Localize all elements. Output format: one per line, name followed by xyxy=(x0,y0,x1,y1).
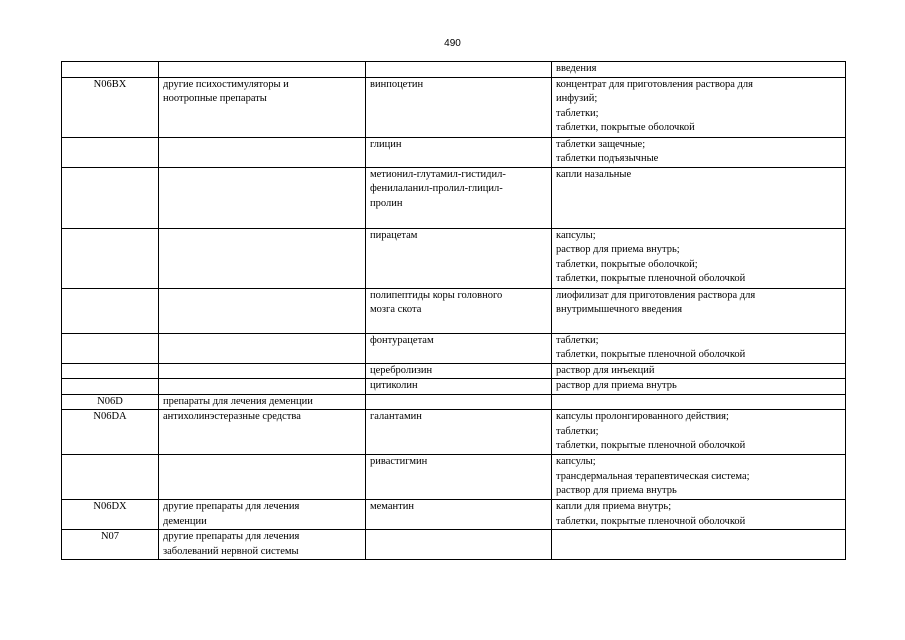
group-cell xyxy=(159,167,366,228)
drug-cell xyxy=(366,333,552,363)
cell-text: таблетки подъязычные xyxy=(556,153,659,164)
cell-text: другие препараты для лечения xyxy=(163,531,300,542)
drug-cell xyxy=(366,500,552,530)
drug-cell xyxy=(366,455,552,500)
table-row xyxy=(62,394,846,410)
dosage-form-cell xyxy=(552,363,846,379)
cell-text: N06BX xyxy=(93,78,127,90)
dosage-form-cell xyxy=(552,530,846,560)
cell-text: капсулы; xyxy=(556,229,596,241)
cell-text: галантамин xyxy=(370,411,422,422)
cell-text: таблетки; xyxy=(556,425,599,437)
dosage-form-cell xyxy=(552,137,846,167)
cell-text: таблетки; xyxy=(556,107,599,119)
dosage-form-cell xyxy=(552,77,846,137)
cell-text: таблетки защечные; xyxy=(556,138,646,150)
cell-text: другие препараты для лечения xyxy=(163,501,300,512)
cell-text: таблетки; xyxy=(556,334,599,346)
group-cell xyxy=(159,137,366,167)
table-row xyxy=(62,77,846,137)
cell-text: мемантин xyxy=(370,501,414,512)
group-cell xyxy=(159,288,366,333)
group-cell xyxy=(159,410,366,455)
cell-text: внутримышечного введения xyxy=(556,304,683,315)
atc-code-cell xyxy=(62,167,159,228)
cell-text: N06DA xyxy=(93,411,127,422)
cell-text: деменции xyxy=(163,515,207,527)
dosage-form-cell xyxy=(552,379,846,395)
cell-text: пирацетам xyxy=(370,229,418,241)
dosage-form-cell xyxy=(552,410,846,455)
atc-code-cell xyxy=(62,500,159,530)
cell-text: N06DX xyxy=(93,501,127,512)
atc-code-cell xyxy=(62,77,159,137)
cell-text: капсулы; xyxy=(556,456,596,467)
atc-code-cell xyxy=(62,363,159,379)
cell-text: метионил-глутамил-гистидил- xyxy=(370,168,506,180)
table-row xyxy=(62,410,846,455)
dosage-form-cell xyxy=(552,500,846,530)
cell-text: мозга скота xyxy=(370,304,422,315)
cell-text: таблетки, покрытые оболочкой; xyxy=(556,258,698,270)
cell-text: капли назальные xyxy=(556,168,632,180)
cell-text: таблетки, покрытые пленочной оболочкой xyxy=(556,349,746,360)
dosage-form-cell xyxy=(552,167,846,228)
group-cell xyxy=(159,228,366,288)
drug-cell xyxy=(366,167,552,228)
table-row xyxy=(62,363,846,379)
atc-code-cell xyxy=(62,410,159,455)
dosage-form-cell xyxy=(552,394,846,410)
drug-table xyxy=(61,61,846,560)
drug-cell xyxy=(366,363,552,379)
group-cell xyxy=(159,379,366,395)
drug-cell xyxy=(366,410,552,455)
cell-text: церебролизин xyxy=(370,364,433,376)
table-row xyxy=(62,530,846,560)
cell-text: N07 xyxy=(100,531,120,542)
table-row xyxy=(62,228,846,288)
dosage-form-cell xyxy=(552,455,846,500)
dosage-form-cell xyxy=(552,333,846,363)
atc-code-cell xyxy=(62,455,159,500)
cell-text: таблетки, покрытые пленочной оболочкой xyxy=(556,440,746,451)
drug-cell xyxy=(366,288,552,333)
cell-text: трансдермальная терапевтическая система; xyxy=(556,470,750,482)
table-row xyxy=(62,137,846,167)
table-row xyxy=(62,455,846,500)
cell-text: раствор для приема внутрь xyxy=(556,380,677,391)
cell-text: введения xyxy=(556,63,597,74)
cell-text: ноотропные препараты xyxy=(163,93,267,104)
table-row xyxy=(62,167,846,228)
table-body xyxy=(62,62,846,560)
cell-text: раствор для приема внутрь; xyxy=(556,244,680,255)
cell-text: цитиколин xyxy=(370,380,418,391)
group-cell xyxy=(159,455,366,500)
cell-text: винпоцетин xyxy=(370,78,424,90)
cell-text: капли для приема внутрь; xyxy=(556,501,672,512)
table-row xyxy=(62,288,846,333)
drug-cell xyxy=(366,379,552,395)
group-cell xyxy=(159,363,366,379)
atc-code-cell xyxy=(62,530,159,560)
cell-text: пролин xyxy=(370,197,403,209)
table-row xyxy=(62,333,846,363)
dosage-form-cell xyxy=(552,62,846,78)
cell-text: ривастигмин xyxy=(370,456,428,467)
cell-text: глицин xyxy=(370,138,402,150)
table-row xyxy=(62,500,846,530)
cell-text: фонтурацетам xyxy=(370,334,434,346)
cell-text: таблетки, покрытые пленочной оболочкой xyxy=(556,515,746,527)
cell-text: препараты для лечения деменции xyxy=(163,395,313,407)
drug-cell xyxy=(366,228,552,288)
group-cell xyxy=(159,394,366,410)
group-cell xyxy=(159,500,366,530)
page-number: 490 xyxy=(444,38,461,49)
cell-text: инфузий; xyxy=(556,93,598,104)
group-cell xyxy=(159,62,366,78)
group-cell xyxy=(159,77,366,137)
cell-text: раствор для инъекций xyxy=(556,364,655,376)
drug-cell xyxy=(366,77,552,137)
cell-text: таблетки, покрытые оболочкой xyxy=(556,122,695,133)
atc-code-cell xyxy=(62,379,159,395)
cell-text: фенилаланил-пролил-глицил- xyxy=(370,183,503,194)
atc-code-cell xyxy=(62,228,159,288)
drug-cell xyxy=(366,137,552,167)
cell-text: полипептиды коры головного xyxy=(370,289,503,301)
cell-text: концентрат для приготовления раствора для xyxy=(556,78,753,90)
table-row xyxy=(62,379,846,395)
cell-text: антихолинэстеразные средства xyxy=(163,411,301,422)
drug-cell xyxy=(366,62,552,78)
table-row xyxy=(62,62,846,78)
cell-text: капсулы пролонгированного действия; xyxy=(556,411,729,422)
cell-text: заболеваний нервной системы xyxy=(163,545,299,557)
atc-code-cell xyxy=(62,333,159,363)
dosage-form-cell xyxy=(552,288,846,333)
atc-code-cell xyxy=(62,137,159,167)
cell-text: лиофилизат для приготовления раствора для xyxy=(556,289,756,301)
cell-text: N06D xyxy=(97,395,123,407)
atc-code-cell xyxy=(62,394,159,410)
group-cell xyxy=(159,530,366,560)
drug-cell xyxy=(366,530,552,560)
drug-cell xyxy=(366,394,552,410)
atc-code-cell xyxy=(62,288,159,333)
atc-code-cell xyxy=(62,62,159,78)
group-cell xyxy=(159,333,366,363)
cell-text: другие психостимуляторы и xyxy=(163,78,289,90)
dosage-form-cell xyxy=(552,228,846,288)
cell-text: таблетки, покрытые пленочной оболочкой xyxy=(556,273,746,284)
cell-text: раствор для приема внутрь xyxy=(556,485,677,496)
